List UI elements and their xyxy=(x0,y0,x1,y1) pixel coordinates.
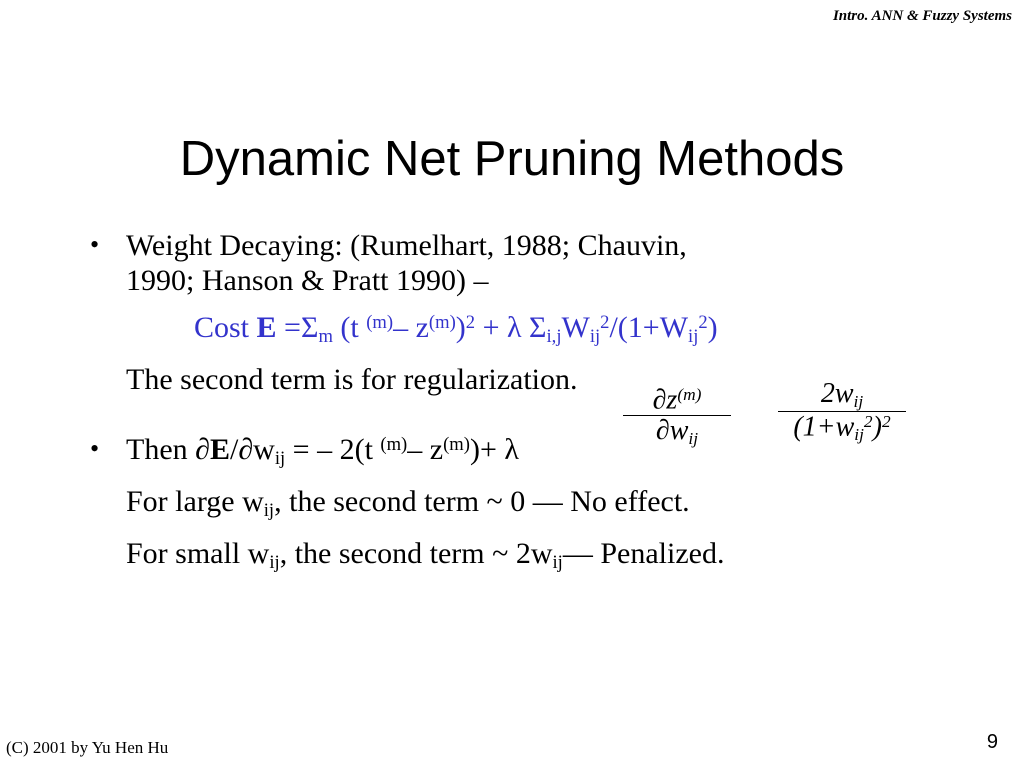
note-small-post: , the second term ~ 2w xyxy=(279,536,553,570)
fraction-dz-dw xyxy=(623,383,731,448)
cost-exponent-2: 2 xyxy=(465,311,476,333)
cost-close-paren: ) xyxy=(455,310,466,344)
header-note: Intro. ANN & Fuzzy Systems xyxy=(832,8,1012,24)
frac1-num-sup: (m) xyxy=(677,384,702,404)
bullet-line-2: 1990; Hanson & Pratt 1990) – xyxy=(126,264,489,298)
cost-prefix: Cost xyxy=(194,310,257,344)
slide-body xyxy=(78,228,958,574)
regularization-note: The second term is for regularization. xyxy=(126,363,578,397)
cost-W-sup: 2 xyxy=(600,311,610,333)
fraction2-denominator xyxy=(778,413,906,444)
deriv-equals: = – 2(t xyxy=(285,432,381,466)
deriv-prefix: Then ∂ xyxy=(126,432,210,466)
cost-W: W xyxy=(561,310,590,344)
cost-open: (t xyxy=(332,310,367,344)
frac1-den-text: ∂w xyxy=(655,414,689,446)
deriv-minus-z: – z xyxy=(407,432,444,466)
cost-E: E xyxy=(256,310,277,344)
cost-W-sub: ij xyxy=(589,325,601,347)
cost-sigma: Σ xyxy=(529,310,547,344)
deriv-sub-ij: ij xyxy=(274,447,286,469)
bullet-weight-decaying xyxy=(78,228,958,299)
cost-plus-lambda: + λ xyxy=(475,310,530,344)
fraction-2w-over-1plusw2 xyxy=(778,377,906,445)
cost-sup-m2: (m) xyxy=(428,311,456,333)
cost-minus-z: – z xyxy=(393,310,429,344)
note-small-pre: For small w xyxy=(126,536,270,570)
frac2-den-exp: 2 xyxy=(881,411,891,431)
note-small-sub: ij xyxy=(269,552,280,574)
deriv-slash: /∂w xyxy=(229,432,275,466)
bullet-marker-icon-2: • xyxy=(90,433,100,463)
cost-div: /(1+W xyxy=(609,310,689,344)
note-small-post-sub: ij xyxy=(552,552,563,574)
cost-sub-m: m xyxy=(318,325,333,347)
fraction-numerator xyxy=(623,383,731,415)
note-large-sub: ij xyxy=(263,499,275,521)
bullet-line-1: Weight Decaying: (Rumelhart, 1988; Chauvin, xyxy=(126,229,687,262)
page-number: 9 xyxy=(986,731,998,753)
deriv-sup-m1: (m) xyxy=(380,433,408,455)
page-title: Dynamic Net Pruning Methods xyxy=(179,131,845,186)
cost-sub-ij: i,j xyxy=(546,325,562,347)
frac1-den-sub: ij xyxy=(688,428,699,448)
frac2-num-text: 2w xyxy=(820,377,854,409)
frac1-num-text: ∂z xyxy=(652,383,678,415)
deriv-close-plus: )+ λ xyxy=(469,432,519,466)
bullet-marker-icon: • xyxy=(90,230,100,259)
frac2-den-sub: ij xyxy=(854,425,864,445)
note-large-pre: For large w xyxy=(126,484,264,518)
fraction2-numerator xyxy=(778,377,906,411)
cost-W2-sup: 2 xyxy=(698,311,708,333)
cost-eq: =Σ xyxy=(276,310,319,344)
cost-sup-m1: (m) xyxy=(366,311,394,333)
frac2-den-close: ) xyxy=(872,411,882,443)
note-small-weights xyxy=(78,536,958,574)
frac2-num-sub: ij xyxy=(853,391,864,411)
deriv-E: E xyxy=(209,432,230,466)
note-small-tail: — Penalized. xyxy=(562,536,725,570)
deriv-sup-m2: (m) xyxy=(443,433,470,455)
frac2-den-text: (1+w xyxy=(793,411,855,443)
cost-W2-sub: ij xyxy=(688,325,699,347)
frac2-den-sup: 2 xyxy=(863,411,873,431)
fraction-denominator xyxy=(623,414,731,448)
note-large-weights xyxy=(78,484,958,522)
cost-close: ) xyxy=(707,310,718,344)
note-large-post: , the second term ~ 0 — No effect. xyxy=(274,484,690,518)
footer-copyright: (C) 2001 by Yu Hen Hu xyxy=(6,738,169,757)
cost-formula xyxy=(78,309,958,348)
